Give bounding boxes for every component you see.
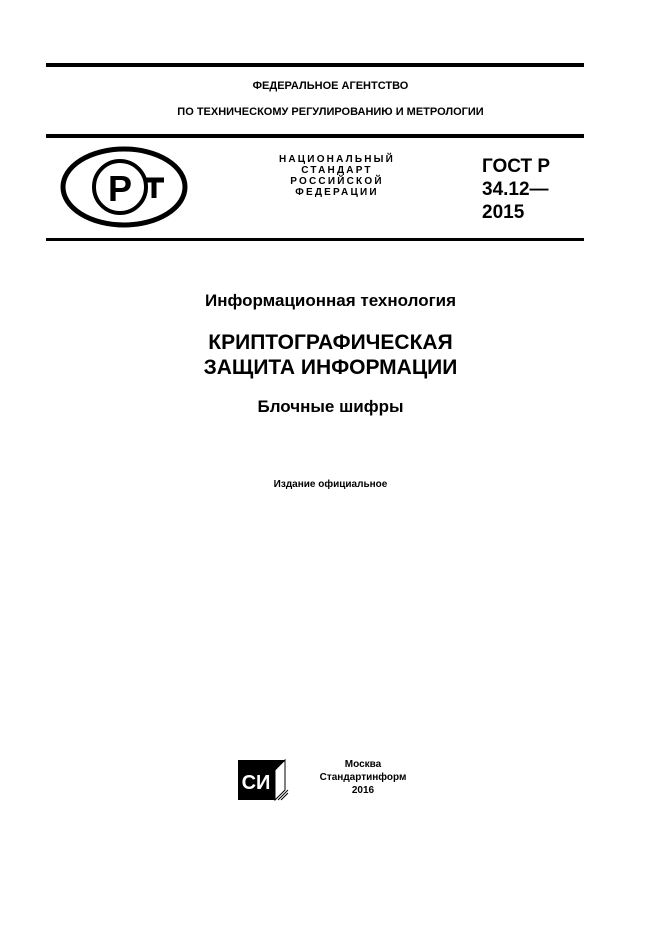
standard-number-line: ГОСТ Р xyxy=(482,156,551,177)
edition-label: Издание официальное xyxy=(273,479,388,490)
standard-type-line: НАЦИОНАЛЬНЫЙ xyxy=(278,154,396,165)
rst-logo-icon xyxy=(60,146,188,228)
document-topic: Информационная технология xyxy=(204,291,457,310)
publisher-logo-text: СИ xyxy=(241,772,271,794)
standard-number-line: 2015 xyxy=(482,202,525,223)
standard-type-line: ФЕДЕРАЦИИ xyxy=(295,187,379,198)
imprint-city: Москва xyxy=(344,759,382,770)
imprint-publisher: Стандартинформ xyxy=(319,772,407,783)
agency-line-1: ФЕДЕРАЛЬНОЕ АГЕНТСТВО xyxy=(252,80,409,92)
imprint-year: 2016 xyxy=(351,785,375,796)
svg-text:Р: Р xyxy=(107,168,133,209)
standard-type-line: СТАНДАРТ xyxy=(301,165,373,176)
standard-number xyxy=(482,155,550,224)
title-line: ЗАЩИТА ИНФОРМАЦИИ xyxy=(203,356,458,379)
title-line: КРИПТОГРАФИЧЕСКАЯ xyxy=(208,331,453,354)
top-rule xyxy=(46,63,584,67)
standard-number-line: 34.12— xyxy=(482,179,549,200)
document-subtitle: Блочные шифры xyxy=(257,397,404,416)
imprint xyxy=(318,758,408,797)
standartinform-logo-icon xyxy=(235,754,290,804)
header-top-rule xyxy=(46,134,584,138)
document-title xyxy=(0,330,661,380)
standard-type xyxy=(262,154,412,198)
agency-line-2: ПО ТЕХНИЧЕСКОМУ РЕГУЛИРОВАНИЮ И МЕТРОЛОГИИ xyxy=(177,106,484,118)
header-bottom-rule xyxy=(46,238,584,241)
standard-type-line: РОССИЙСКОЙ xyxy=(290,176,384,187)
